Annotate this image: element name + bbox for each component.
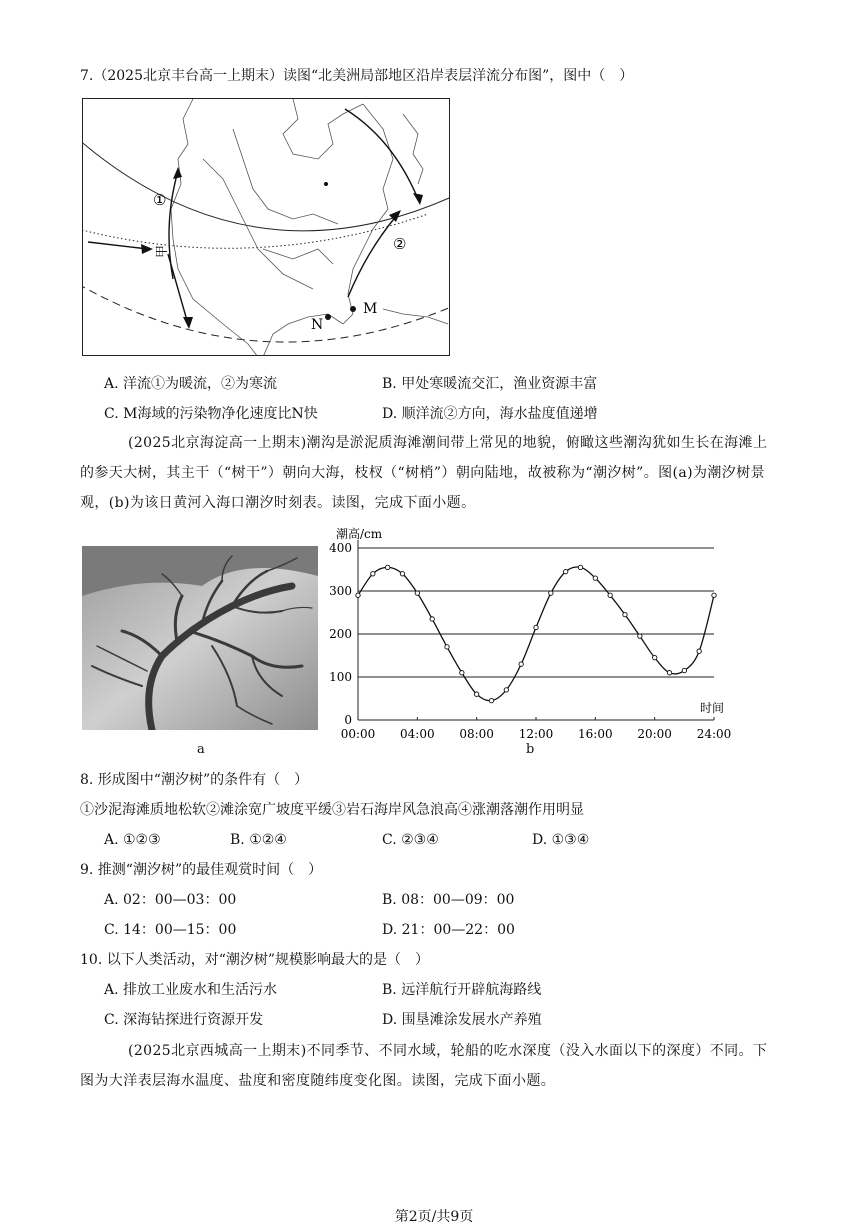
latitude-line-dashed: [83, 284, 450, 342]
tide-point: [430, 617, 434, 621]
q8-option-c: C. ②③④: [382, 832, 439, 848]
inland-dot: [324, 182, 328, 186]
tide-point: [415, 591, 419, 595]
label-m: M: [363, 301, 378, 317]
figure-a-caption: a: [197, 742, 205, 757]
chart-xlabel: 时间: [700, 701, 725, 715]
q10-stem: 10. 以下人类活动，对“潮汐树”规模影响最大的是（ ）: [80, 952, 430, 968]
labrador-current-arrow: [345, 109, 418, 199]
q10-option-d: D. 围垦滩涂发展水产养殖: [382, 1012, 542, 1028]
q9-option-c: C. 14：00—15：00: [104, 922, 237, 938]
q8-option-d: D. ①③④: [532, 832, 590, 848]
x-tick-label: 04:00: [400, 727, 435, 741]
tide-point: [356, 593, 360, 597]
label-n: N: [311, 317, 324, 333]
y-tick-label: 0: [344, 713, 352, 727]
coastline-outlines: [171, 99, 448, 356]
q8-option-a: A. ①②③: [104, 832, 161, 848]
california-current-arrow: [168, 254, 188, 324]
x-tick-label: 24:00: [696, 727, 732, 741]
tide-point: [549, 591, 553, 595]
q9-stem: 9. 推测“潮汐树”的最佳观赏时间（ ）: [80, 862, 323, 878]
x-tick-label: 00:00: [340, 727, 376, 741]
tide-point: [489, 698, 493, 702]
page-number: 第2页/共9页: [394, 1209, 474, 1225]
q10-option-b: B. 远洋航行开辟航海路线: [382, 982, 542, 998]
tide-point: [445, 645, 449, 649]
chart-ylabel: 潮高/cm: [336, 527, 383, 541]
tide-point: [667, 671, 671, 675]
tide-point: [371, 572, 375, 576]
map-svg: [83, 99, 450, 356]
q7-option-d: D. 顺洋流②方向，海水盐度值递增: [382, 406, 598, 422]
x-tick-label: 16:00: [578, 727, 613, 741]
q9-option-d: D. 21：00—22：00: [382, 922, 515, 938]
tide-point: [623, 612, 627, 616]
q7-stem: 7.（2025北京丰台高一上期末）读图“北美洲局部地区沿岸表层洋流分布图”，图中（ ）: [80, 68, 634, 84]
tidal-tree-photo-svg: [82, 546, 318, 730]
q9-option-b: B. 08：00—09：00: [382, 892, 515, 908]
q7-option-c: C. M海域的污染物净化速度比N快: [104, 406, 318, 422]
y-tick-label: 100: [329, 670, 352, 684]
tide-point: [593, 576, 597, 580]
point-n-dot: [325, 314, 331, 320]
tide-point: [638, 634, 642, 638]
north-america-ocean-current-map: [82, 98, 450, 356]
y-tick-label: 200: [329, 627, 352, 641]
tide-point: [697, 649, 701, 653]
q7-option-a: A. 洋流①为暖流，②为寒流: [104, 376, 278, 392]
q8-option-b: B. ①②④: [230, 832, 287, 848]
q8-stem: 8. 形成图中“潮汐树”的条件有（ ）: [80, 772, 309, 788]
y-tick-label: 400: [329, 541, 352, 555]
q7-option-b: B. 甲处寒暖流交汇，渔业资源丰富: [382, 376, 598, 392]
tide-point: [474, 692, 478, 696]
q9-option-a: A. 02：00—03：00: [104, 892, 237, 908]
figure-b-caption: b: [526, 742, 535, 757]
tide-point: [563, 569, 567, 573]
labrador-current-arrowhead: [413, 193, 423, 205]
passage-tidal-tree: (2025北京海淀高一上期末)潮沟是淤泥质海滩潮间带上常见的地貌，俯瞰这些潮沟犹如生长在海滩上的参天大树，其主干（“树干”）朝向大海，枝杈（“树梢”）朝向陆地，故被称为“潮汐树”。图(a)为潮汐树景观，(b)为该日黄河入海口潮汐时刻表。读图，完成下面小题。: [80, 435, 768, 511]
x-tick-label: 12:00: [518, 727, 554, 741]
tide-point: [682, 668, 686, 672]
q10-option-a: A. 排放工业废水和生活污水: [104, 982, 278, 998]
california-current-arrowhead: [183, 317, 193, 329]
label-jia: 甲: [155, 244, 170, 258]
x-tick-label: 08:00: [459, 727, 494, 741]
tidal-tree-photo: [82, 546, 318, 730]
tide-point: [608, 593, 612, 597]
tide-point: [400, 572, 404, 576]
q8-conditions: ①沙泥海滩质地松软②滩涂宽广坡度平缓③岩石海岸风急浪高④涨潮落潮作用明显: [80, 802, 584, 818]
tide-point: [504, 688, 508, 692]
q10-option-c: C. 深海钻探进行资源开发: [104, 1012, 264, 1028]
tide-point: [652, 655, 656, 659]
tide-point: [534, 625, 538, 629]
tide-point: [712, 593, 716, 597]
west-wind-drift-arrowhead: [141, 244, 153, 254]
tide-point: [460, 671, 464, 675]
point-m-dot: [350, 306, 356, 312]
label-current-1: ①: [153, 191, 167, 209]
tide-point: [519, 662, 523, 666]
y-tick-label: 300: [329, 584, 352, 598]
current-1-arrowhead: [173, 167, 182, 179]
passage-ship-draft: (2025北京西城高一上期末)不同季节、不同水域，轮船的吃水深度（没入水面以下的深度）不同。下图为大洋表层海水温度、盐度和密度随纬度变化图。读图，完成下面小题。: [80, 1043, 768, 1089]
west-wind-drift-arrow: [88, 242, 148, 249]
tide-point: [578, 565, 582, 569]
tide-point: [385, 565, 389, 569]
x-tick-label: 20:00: [637, 727, 672, 741]
label-current-2: ②: [393, 235, 407, 253]
tide-chart: [322, 524, 742, 750]
